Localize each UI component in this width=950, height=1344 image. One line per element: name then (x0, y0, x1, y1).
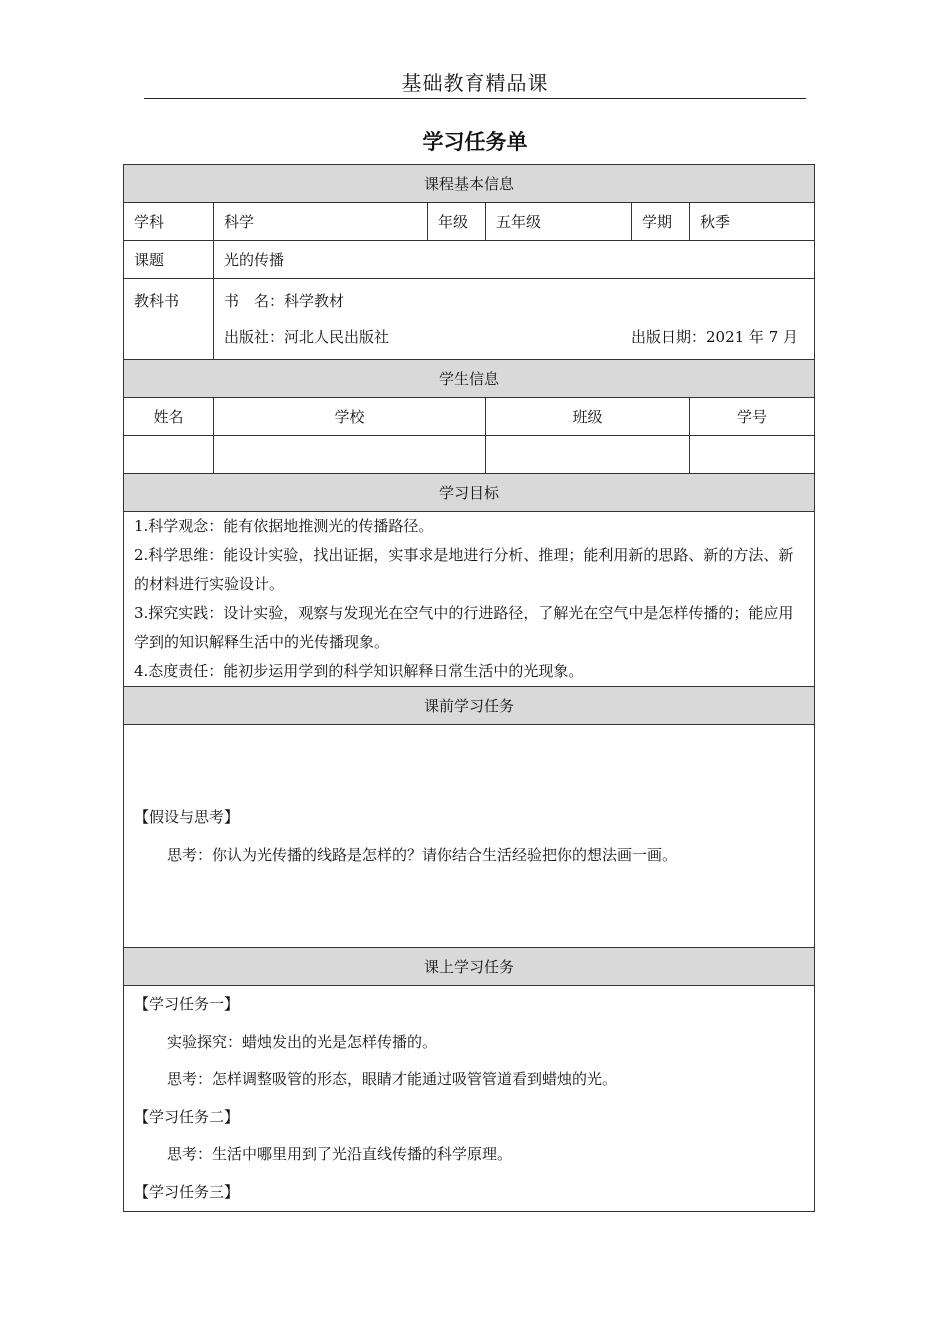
publisher: 出版社：河北人民出版社 (224, 328, 390, 346)
topic-value: 光的传播 (214, 241, 815, 279)
section-label-in-class: 课上学习任务 (124, 948, 815, 986)
row-topic (124, 241, 815, 279)
goal-item: 3.探究实践：设计实验，观察与发现光在空气中的行进路径，了解光在空气中是怎样传播的；能应用学到的知识解释生活中的光传播现象。 (134, 604, 794, 651)
task2-line1: 思考：生活中哪里用到了光沿直线传播的科学原理。 (167, 1145, 513, 1163)
textbook-label: 教科书 (134, 292, 180, 310)
topic-label: 课题 (124, 241, 214, 279)
task2-heading: 【学习任务二】 (134, 1107, 240, 1126)
subject-value: 科学 (214, 203, 428, 241)
student-info-header-row (124, 398, 815, 436)
student-class-header: 班级 (486, 398, 690, 436)
section-label-pre-class: 课前学习任务 (124, 687, 815, 725)
task3-heading: 【学习任务三】 (134, 1182, 240, 1201)
section-course-info (124, 165, 815, 203)
row-textbook (124, 279, 815, 360)
task1-line1: 实验探究：蜡烛发出的光是怎样传播的。 (167, 1032, 438, 1051)
section-label-student-info: 学生信息 (124, 360, 815, 398)
pre-class-heading: 【假设与思考】 (134, 808, 240, 826)
task1-heading: 【学习任务一】 (134, 995, 240, 1013)
student-number-header: 学号 (690, 398, 815, 436)
student-school-field[interactable] (214, 436, 486, 474)
row-subject-grade-term (124, 203, 815, 241)
publisher-line (224, 319, 804, 355)
subject-label: 学科 (124, 203, 214, 241)
section-label-goals: 学习目标 (124, 474, 815, 512)
header-title: 基础教育精品课 (401, 71, 549, 95)
textbook-details (214, 279, 815, 360)
task-sheet-table (123, 164, 815, 1212)
section-pre-class (124, 687, 815, 725)
term-value: 秋季 (690, 203, 815, 241)
goals-row (124, 512, 815, 687)
publish-date: 出版日期：2021 年 7 月 (630, 328, 799, 346)
grade-value: 五年级 (486, 203, 632, 241)
goal-item: 4.态度责任：能初步运用学到的科学知识解释日常生活中的光现象。 (134, 662, 584, 680)
section-student-info (124, 360, 815, 398)
goal-item: 2.科学思维：能设计实验，找出证据，实事求是地进行分析、推理；能利用新的思路、新的方法、新的材料进行实验设计。 (134, 546, 794, 593)
goal-item: 1.科学观念：能有依据地推测光的传播路径。 (134, 517, 434, 535)
pre-class-text: 思考：你认为光传播的线路是怎样的？请你结合生活经验把你的想法画一画。 (167, 846, 678, 864)
student-info-input-row (124, 436, 815, 474)
section-goals (124, 474, 815, 512)
section-in-class (124, 948, 815, 986)
student-school-header: 学校 (214, 398, 486, 436)
student-name-header: 姓名 (124, 398, 214, 436)
book-name: 书 名：科学教材 (224, 292, 345, 310)
student-name-field[interactable] (124, 436, 214, 474)
goals-list (124, 512, 815, 687)
textbook-label-cell (124, 279, 214, 360)
student-class-field[interactable] (486, 436, 690, 474)
student-number-field[interactable] (690, 436, 815, 474)
task1-line2: 思考：怎样调整吸管的形态，眼睛才能通过吸管管道看到蜡烛的光。 (167, 1070, 618, 1088)
header-rule (144, 98, 806, 99)
in-class-content (124, 986, 815, 1212)
grade-label: 年级 (428, 203, 486, 241)
section-label-course-info: 课程基本信息 (124, 165, 815, 203)
pre-class-row (124, 725, 815, 948)
term-label: 学期 (632, 203, 690, 241)
document-title: 学习任务单 (422, 129, 528, 154)
pre-class-content[interactable] (124, 725, 815, 948)
in-class-row (124, 986, 815, 1212)
